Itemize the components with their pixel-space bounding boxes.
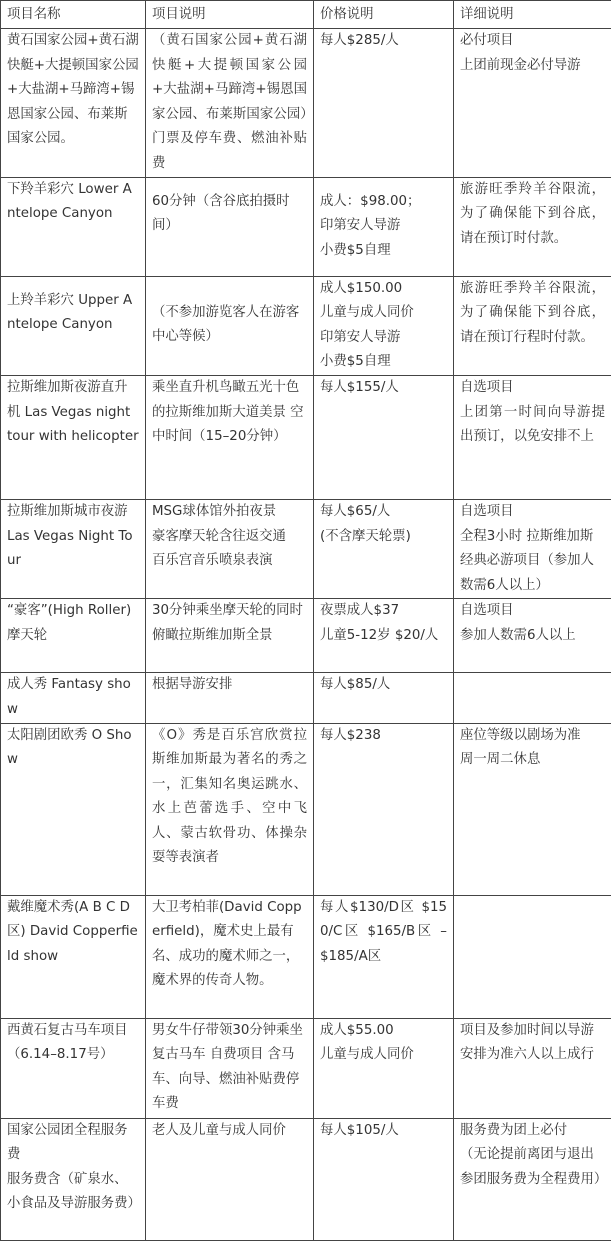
price-cell: 成人$55.00 儿童与成人同价 [314, 1018, 454, 1118]
detail-cell [454, 673, 611, 723]
price-cell: 成人$150.00 儿童与成人同价 印第安人导游 小费$5自理 [314, 276, 454, 375]
table-row [1, 673, 611, 723]
project-name-cell: 上羚羊彩穴 Upper Antelope Canyon [1, 276, 146, 375]
project-name-cell: 下羚羊彩穴 Lower Antelope Canyon [1, 177, 146, 276]
project-description-cell: 《O》秀是百乐宫欣赏拉斯维加斯最为著名的秀之一，汇集知名奥运跳水、水上芭蕾选手、空中飞人、蒙古软骨功、体操杂耍等表演者 [146, 723, 314, 895]
price-cell: 每人$130/D区 $150/C区 $165/B区 –$185/A区 [314, 895, 454, 1018]
table-row [1, 375, 611, 499]
project-name-cell: 国家公园团全程服务费 服务费含（矿泉水、小食品及导游服务费） [1, 1118, 146, 1240]
table-row [1, 276, 611, 375]
detail-cell: 旅游旺季羚羊谷限流，为了确保能下到谷底，请在预订行程时付款。 [454, 276, 611, 375]
project-name-cell: 黄石国家公园+黄石湖快艇+大提顿国家公园+大盐湖+马蹄湾+锡恩国家公园、布莱斯国家公园。 [1, 29, 146, 178]
table-row [1, 599, 611, 673]
detail-cell: 服务费为团上必付 （无论提前离团与退出参团服务费为全程费用） [454, 1118, 611, 1240]
project-description-cell: 乘坐直升机鸟瞰五光十色的拉斯维加斯大道美景 空中时间（15–20分钟） [146, 375, 314, 499]
project-name-cell: 拉斯维加斯夜游直升机 Las Vegas night tour with helicopter [1, 375, 146, 499]
header-detail-description: 详细说明 [454, 1, 611, 29]
table-row [1, 1018, 611, 1118]
project-description-cell: 根据导游安排 [146, 673, 314, 723]
project-description-cell: 60分钟（含谷底拍摄时间） [146, 177, 314, 276]
price-cell: 每人$105/人 [314, 1118, 454, 1240]
detail-cell: 必付项目 上团前现金必付导游 [454, 29, 611, 178]
detail-cell: 项目及参加时间以导游安排为准六人以上成行 [454, 1018, 611, 1118]
header-project-description: 项目说明 [146, 1, 314, 29]
price-cell: 成人：$98.00； 印第安人导游 小费$5自理 [314, 177, 454, 276]
table-row [1, 499, 611, 598]
price-cell: 夜票成人$37 儿童5-12岁 $20/人 [314, 599, 454, 673]
project-description-cell: （黄石国家公园+黄石湖快艇+大提顿国家公园+大盐湖+马蹄湾+锡恩国家公园、布莱斯国家公园）门票及停车费、燃油补贴费 [146, 29, 314, 178]
project-description-cell: 老人及儿童与成人同价 [146, 1118, 314, 1240]
project-name-cell: 拉斯维加斯城市夜游 Las Vegas Night Tour [1, 499, 146, 598]
price-cell: 每人$65/人 (不含摩天轮票) [314, 499, 454, 598]
project-description-cell: （不参加游览客人在游客中心等候） [146, 276, 314, 375]
detail-cell: 自选项目 全程3小时 拉斯维加斯经典必游项目（参加人数需6人以上） [454, 499, 611, 598]
price-cell: 每人$155/人 [314, 375, 454, 499]
table-row [1, 29, 611, 178]
header-project-name: 项目名称 [1, 1, 146, 29]
detail-cell: 自选项目 参加人数需6人以上 [454, 599, 611, 673]
project-name-cell: 成人秀 Fantasy show [1, 673, 146, 723]
header-price-description: 价格说明 [314, 1, 454, 29]
project-name-cell: 西黄石复古马车项目 （6.14–8.17号） [1, 1018, 146, 1118]
price-cell: 每人$285/人 [314, 29, 454, 178]
project-name-cell: 太阳剧团欧秀 O Show [1, 723, 146, 895]
table-row [1, 895, 611, 1018]
project-description-cell: MSG球体馆外拍夜景 豪客摩天轮含往返交通 百乐宫音乐喷泉表演 [146, 499, 314, 598]
detail-cell: 自选项目 上团第一时间向导游提出预订，以免安排不上 [454, 375, 611, 499]
project-description-cell: 30分钟乘坐摩天轮的同时俯瞰拉斯维加斯全景 [146, 599, 314, 673]
project-description-cell: 男女牛仔带领30分钟乘坐复古马车 自费项目 含马车、向导、燃油补贴费停车费 [146, 1018, 314, 1118]
table-row [1, 723, 611, 895]
price-cell: 每人$85/人 [314, 673, 454, 723]
detail-cell [454, 895, 611, 1018]
detail-cell: 座位等级以剧场为准 周一周二休息 [454, 723, 611, 895]
detail-cell: 旅游旺季羚羊谷限流，为了确保能下到谷底，请在预订时付款。 [454, 177, 611, 276]
project-name-cell: 戴维魔术秀(A B C D区) David Copperfield show [1, 895, 146, 1018]
table-row [1, 177, 611, 276]
price-cell: 每人$238 [314, 723, 454, 895]
project-description-cell: 大卫考柏菲(David Copperfield)，魔术史上最有名、成功的魔术师之一，魔术界的传奇人物。 [146, 895, 314, 1018]
project-name-cell: “豪客”(High Roller)摩天轮 [1, 599, 146, 673]
table-header-row [1, 1, 611, 29]
table-row [1, 1118, 611, 1240]
